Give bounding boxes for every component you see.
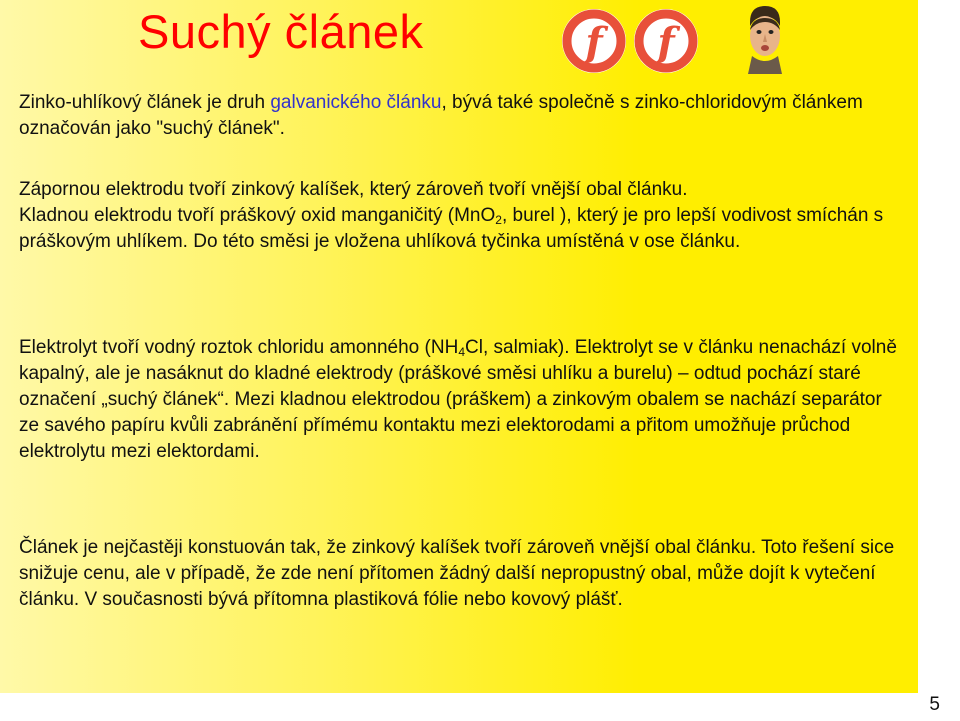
mno2-subscript: 2 — [495, 213, 502, 227]
paragraph-electrodes — [19, 177, 899, 255]
f-logo-icon — [634, 9, 698, 73]
electrodes-text-3: , burel ), který je pro lepší vodivost smíchán s práškovým uhlíkem. Do této směsi je vložena uhlíková tyčinka umístěná v ose článku. — [19, 205, 884, 252]
paragraph-electrolyte — [19, 335, 899, 465]
paragraph-construction — [19, 535, 899, 613]
electrodes-text-1: Zápornou elektrodu tvoří zinkový kalíšek, který zároveň tvoří vnější obal článku. — [19, 179, 688, 200]
paragraph-intro — [19, 90, 899, 142]
slide-title: Suchý článek — [138, 5, 424, 58]
svg-text:f: f — [585, 19, 603, 66]
intro-text-2: , bývá také společně s zinko-chloridovým článkem označován jako "suchý článek". — [19, 92, 863, 139]
f-logo-icon — [562, 9, 626, 73]
galvanic-cell-link[interactable]: galvanického článku — [270, 92, 442, 113]
electrolyte-text-2: Cl, salmiak). Elektrolyt se v článku nenachází volně kapalný, ale je nasáknut do kladné elektrody (práškové směsi uhlíku a burelu) – odtud pochází staré označení „suchý článek“. Mezi kladnou elektrodou (práškem) a zinkovým obalem se nachází separátor ze savého papíru kvůli zabránění přímému kontaktu mezi elektorodami a přitom umožňuje průchod elektrolytu mezi elektordami. — [19, 337, 897, 462]
nh4-subscript: 4 — [458, 345, 465, 359]
intro-text-1: Zinko-uhlíkový článek je druh — [19, 92, 271, 113]
svg-text:f: f — [657, 19, 675, 66]
electrolyte-text-1: Elektrolyt tvoří vodný roztok chloridu amonného (NH — [19, 337, 459, 358]
construction-text: Článek je nejčastěji konstuován tak, že zinkový kalíšek tvoří zároveň vnější obal článku. Toto řešení sice snižuje cenu, ale v případě, že zde není přítomen žádný další nepropustný obal, může dojít k vytečení článku. V současnosti bývá přítomna plastiková fólie nebo kovový plášť. — [19, 537, 895, 610]
electrodes-text-2: Kladnou elektrodu tvoří práškový oxid manganičitý (MnO — [19, 205, 496, 226]
face-avatar-icon — [744, 4, 786, 74]
page-number: 5 — [929, 694, 940, 715]
